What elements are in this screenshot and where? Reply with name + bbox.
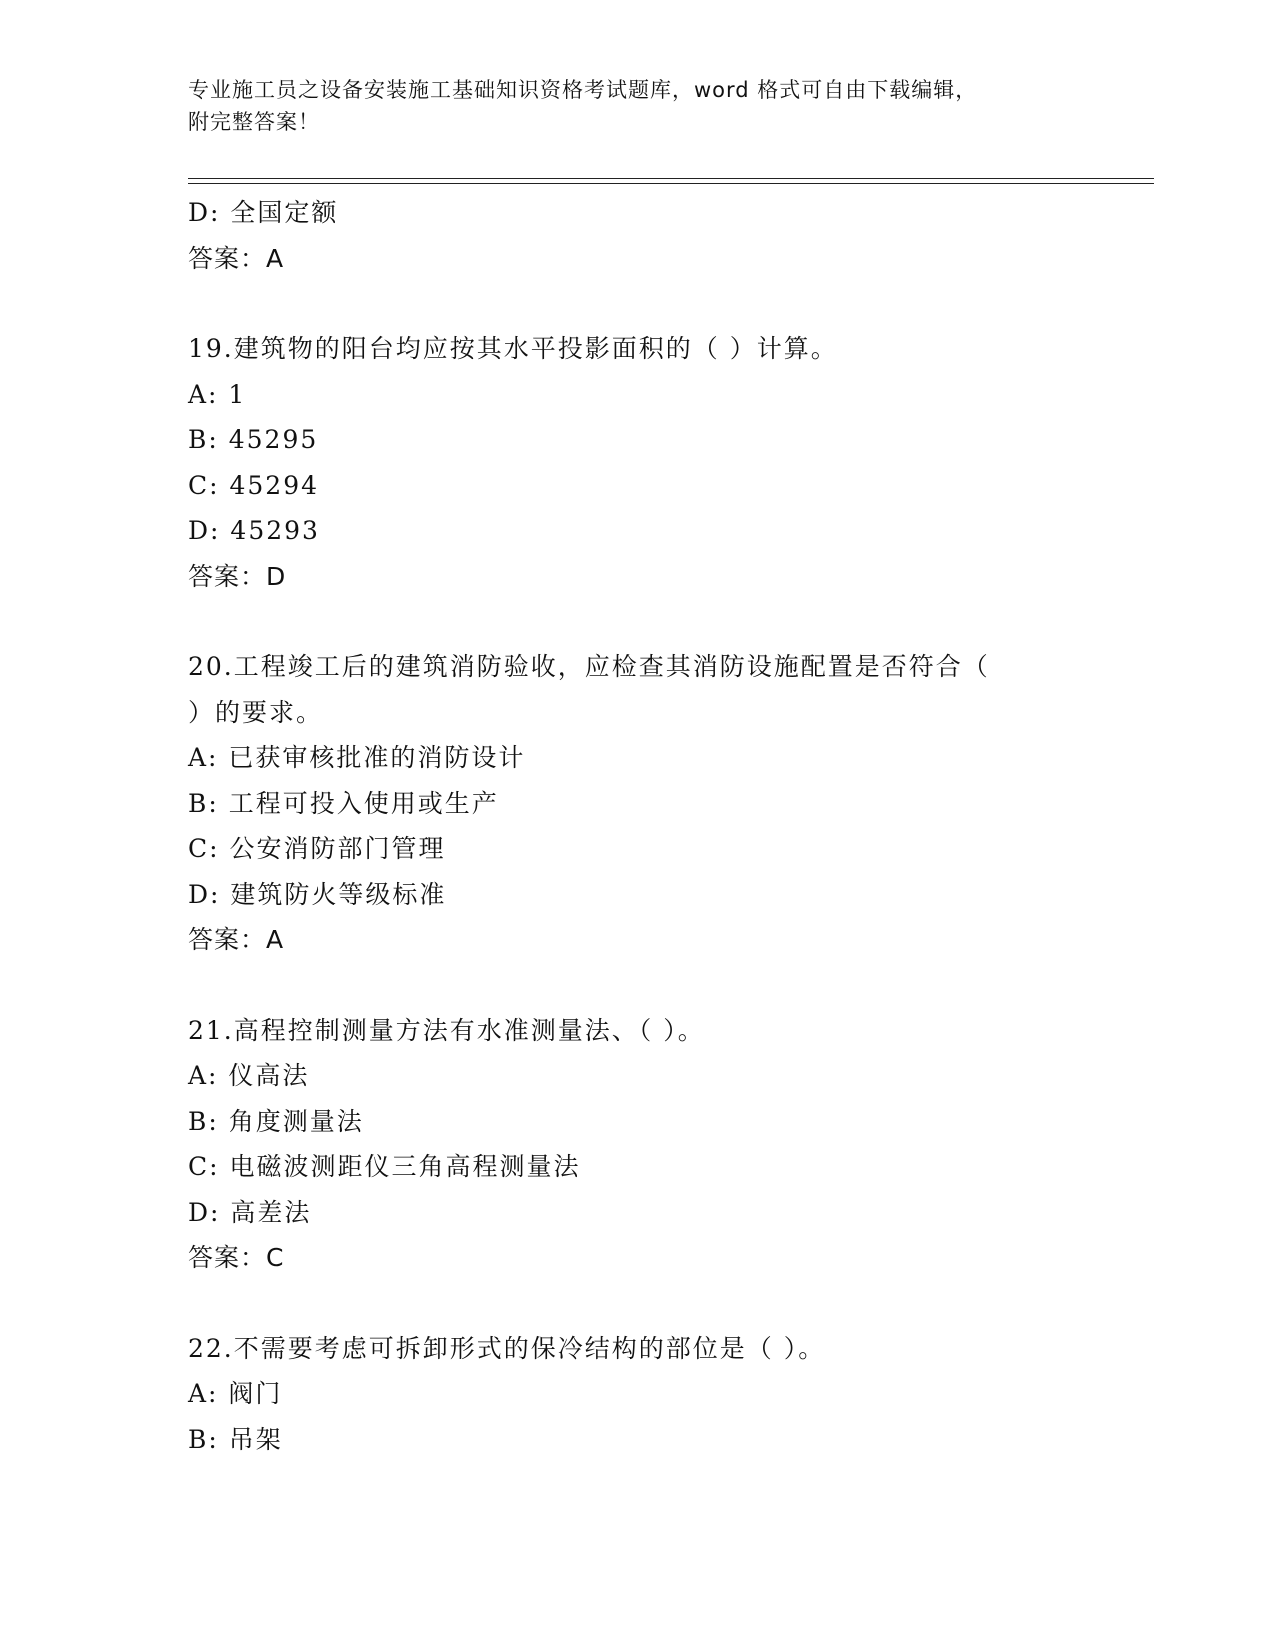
spacer xyxy=(188,281,1088,326)
header-divider-top xyxy=(188,178,1154,179)
question-stem: 19.建筑物的阳台均应按其水平投影面积的（ ）计算。 xyxy=(188,334,838,363)
question-20 xyxy=(188,644,1088,963)
spacer xyxy=(188,963,1088,1008)
option-c: C: 电磁波测距仪三角高程测量法 xyxy=(188,1152,581,1181)
question-content xyxy=(188,190,1088,1462)
answer-line: 答案：D xyxy=(188,561,287,591)
question-stem: 22.不需要考虑可拆卸形式的保冷结构的部位是（ ）。 xyxy=(188,1333,826,1363)
document-header xyxy=(188,74,1088,138)
option-d: D: 全国定额 xyxy=(188,198,339,227)
question-stem: 20.工程竣工后的建筑消防验收，应检查其消防设施配置是否符合（ xyxy=(188,652,990,681)
option-c: C: 公安消防部门管理 xyxy=(188,834,446,863)
option-a: A: 1 xyxy=(188,379,247,409)
option-b: B: 角度测量法 xyxy=(188,1106,364,1136)
spacer xyxy=(188,1281,1088,1326)
option-d: D: 建筑防火等级标准 xyxy=(188,879,447,909)
option-b: B: 吊架 xyxy=(188,1424,283,1454)
question-19 xyxy=(188,326,1088,599)
option-a: A: 阀门 xyxy=(188,1379,283,1408)
option-d: D: 高差法 xyxy=(188,1197,312,1227)
question-stem-continued: ）的要求。 xyxy=(188,697,324,727)
question-21 xyxy=(188,1008,1088,1281)
answer-line: 答案：A xyxy=(188,243,285,273)
option-a: A: 仪高法 xyxy=(188,1061,310,1090)
option-a: A: 已获审核批准的消防设计 xyxy=(188,743,526,772)
question-22 xyxy=(188,1326,1088,1463)
answer-line: 答案：A xyxy=(188,925,285,954)
answer-line: 答案：C xyxy=(188,1243,285,1272)
header-line-2: 附完整答案！ xyxy=(188,110,320,134)
header-divider-bottom xyxy=(188,183,1154,184)
option-c: C: 45294 xyxy=(188,470,320,500)
header-line-1: 专业施工员之设备安装施工基础知识资格考试题库，word 格式可自由下载编辑， xyxy=(188,78,978,102)
option-b: B: 工程可投入使用或生产 xyxy=(188,788,499,818)
spacer xyxy=(188,599,1088,644)
option-d: D: 45293 xyxy=(188,516,320,545)
question-stem: 21.高程控制测量方法有水准测量法、（ ）。 xyxy=(188,1015,705,1045)
option-b: B: 45295 xyxy=(188,425,319,454)
